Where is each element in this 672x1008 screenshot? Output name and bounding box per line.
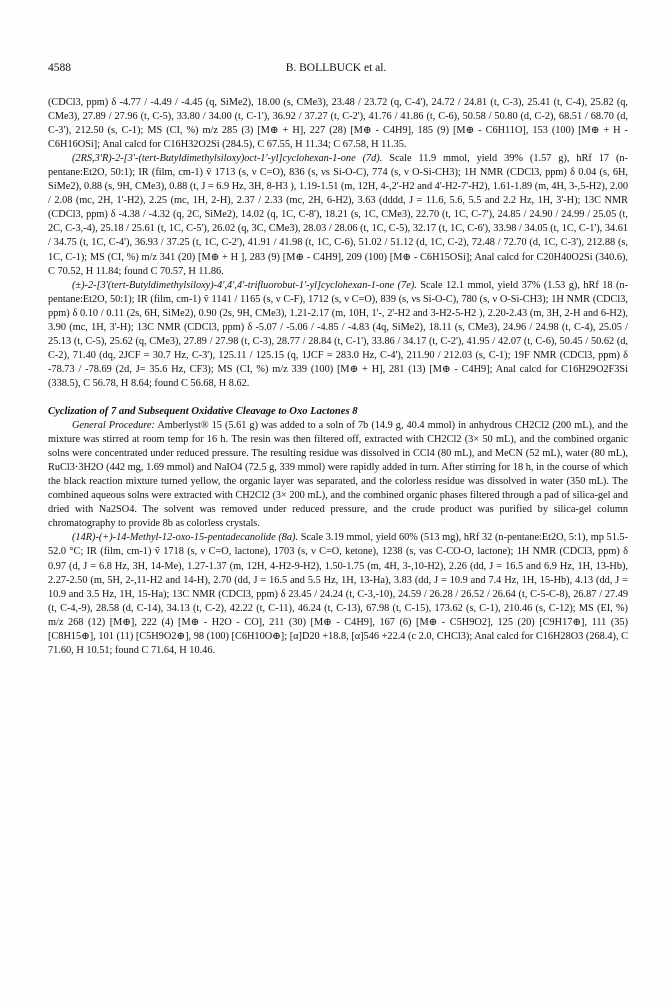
paragraph-general-procedure — [48, 419, 628, 531]
section-heading: Cyclization of 7 and Subsequent Oxidative Cleavage to Oxo Lactones 8 — [48, 405, 358, 417]
paragraph-text: Scale 11.9 mmol, yield 39% (1.57 g), hRf 17 (n-pentane:Et2O, 50:1); IR (film, cm-1) ṽ 1713 (s, ν C=O), 836 (s, νs Si-O-C), 774 (s, ν O-Si-CH3); 1H NMR (CDCl3, ppm) δ 0.04 (s, 6H, SiMe2), 0.88 (s, 9H, CMe3), 0.88 (t, J = 6.9 Hz, 3H, 8-H3 ), 1.19-1.51 (m, 12H, 4-,2'-H2 and 4'-H2-7'-H2), 1.61-1.89 (m, 4H, 3-,5-H2), 2.00 / 2.08 (mc, 2H, 1'-H2), 2.25 (mc, 1H, 2-H), 2.37 / 2.33 (mc, 2H, 6-H2), 3.63 (dddd, J = 11.6, 5.6, 5.5 and 2.2 Hz, 1H, 3'-H); 13C NMR (CDCl3, ppm) δ -4.38 / -4.32 (q, 2C, SiMe2), 14.02 (q, 1C, C-8'), 18.21 (s, 1C, CMe3), 22.70 (t, 1C, C-7'), 24.85 / 24.90 / 24.99 / 25.05 (t, 2C, C-3,-4), 25.18 / 25.61 (t, 1C, C-5'), 26.02 (q, 3C, CMe3), 28.03 / 28.06 (t, 1C, C-5), 32.17 (t, 1C, C-6'), 33.98 / 34.05 (t, 1C, C-1'), 34.61 / 34.75 (t, 1C, C-4'), 36.93 / 37.25 (t, 1C, C-2'), 41.91 / 41.98 (t, 1C, C-6), 51.02 / 51.12 (d, 1C, C-2), 72.48 / 72.70 (d, 1C, C-3'), 212.88 (s, 1C, C-1); MS (CI, %) m/z 341 (20) [M⊕ + H ], 283 (9) [M⊕ - C4H9], 209 (100) [M⊕ - C6H15OSi]; Anal calcd for C20H40O2Si (340.6), C 70.52, H 11.84; found C 70.57, H 11.86. — [48, 153, 628, 277]
paragraph-text: Scale 12.1 mmol, yield 37% (1.53 g), hRf 18 (n-pentane:Et2O, 50:1); IR (film, cm-1) ṽ 1141 / 1165 (s, ν C-F), 1712 (s, ν C=O), 839 (s, νs Si-O-C), 780 (s, ν O-Si-CH3); 1H NMR (CDCl3, ppm) δ 0.10 / 0.11 (2s, 6H, SiMe2), 0.90 (2s, 9H, CMe3), 1.21-2.17 (m, 10H, 1'-, 2'-H2 and 3-H2-5-H2 ), 2.20-2.43 (m, 3H, 2-H and 6-H2), 3.90 (mc, 1H, 3'-H); 13C NMR (CDCl3, ppm) δ -5.07 / -5.06 / -4.85 / -4.83 (4q, SiMe2), 18.11 (s, CMe3), 24.96 / 24.98 (t, C-4), 25.05 / 25.13 (t, C-5), 25.62 (q, CMe3), 27.89 / 27.98 (t, C-3), 28.77 / 28.84 (t, C-1'), 33.86 / 34.17 (t, C-2'), 41.95 / 42.07 (t, C-6), 50.45 / 50.62 (d, C-2), 71.40 (dq, 2JCF = 30.7 Hz, C-3'), 125.11 / 125.15 (q, 1JCF = 283.0 Hz, C-4'), 211.90 / 212.03 (s, C-1); 19F NMR (CDCl3, ppm) δ -78.73 / -78.69 (2d, J= 35.6 Hz, CF3); MS (CI, %) m/z 339 (100) [M⊕ + H], 281 (13) [M⊕ - C4H9]; Anal calcd for C16H29O2F3Si (338.5), C 56.78, H 8.64; found C 56.68, H 8.62. — [48, 279, 628, 389]
compound-name: (2RS,3'R)-2-[3'-(tert-Butyldimethylsiloxy)oct-1'-yl]cyclohexan-1-one (7d). — [72, 153, 383, 165]
article-body — [48, 96, 628, 992]
procedure-label: General Procedure: — [72, 420, 155, 432]
paragraph-compound-8a — [48, 531, 628, 657]
paragraph-text: Scale 3.19 mmol, yield 60% (513 mg), hRf 32 (n-pentane:Et2O, 5:1), mp 51.5-52.0 °C; IR (film, cm-1) ṽ 1718 (s, ν C=O, lactone), 1703 (s, ν C=O, ketone), 1238 (s, νas C-CO-O, lactone); 1H NMR (CDCl3, ppm) δ 0.97 (d, J = 6.8 Hz, 3H, 14-Me), 1.27-1.37 (m, 12H, 4-H2-9-H2), 1.50-1.75 (m, 4H, 3-,10-H2), 2.26 (dd, J = 16.5 and 6.9 Hz, 1H, 13-Hb), 2.27-2.50 (m, 5H, 2-,11-H2 and 14-H), 2.70 (dd, J = 16.5 and 5.5 Hz, 1H, 13-Ha), 3.83 (dd, J = 10.9 and 7.4 Hz, 1H, 15-Hb), 4.13 (dd, J = 10.9 and 3.5 Hz, 1H, 15-Ha); 13C NMR (CDCl3, ppm) δ 23.45 / 24.24 (t, C-3,-10), 24.59 / 26.28 / 26.52 / 26.64 (t, C-5-C-8), 26.87 / 27.49 (t, C-4,-9), 28.58 (d, C-14), 34.13 (t, C-2), 42.22 (t, C-11), 46.24 (t, C-13), 67.98 (t, C-15), 173.62 (s, C-1), 210.46 (s, C-12); MS (EI, %) m/z 268 (12) [M⊕], 222 (4) [M⊕ - H2O - CO], 211 (30) [M⊕ - C4H9], 167 (6) [M⊕ - C5H9O2], 125 (20) [C9H17⊕], 111 (35) [C8H15⊕], 101 (11) [C5H9O2⊕], 98 (100) [C6H10O⊕]; [α]D20 +18.8, [α]546 +22.4 (c 2.0, CHCl3); Anal calcd for C16H28O3 (268.4), C 71.60, H 10.51; found C 71.64, H 10.46. — [48, 532, 628, 656]
paragraph-compound-7e — [48, 279, 628, 391]
paragraph-compound-7d — [48, 152, 628, 278]
compound-name: (14R)-(+)-14-Methyl-12-oxo-15-pentadecanolide (8a). — [72, 532, 299, 544]
paragraph-text: Amberlyst® 15 (5.61 g) was added to a soln of 7b (14.9 g, 40.4 mmol) in anhydrous CH2Cl2 (200 mL), and the mixture was stirred at room temp for 16 h. The resin was then filtered off, extracted with CH2Cl2 (3× 50 mL), and the combined organic solns were concentrated under reduced pressure. The resulting residue was dissolved in CCl4 (80 mL), and MeCN (52 mL), water (80 mL), RuCl3·3H2O (442 mg, 1.69 mmol) and NaIO4 (72.5 g, 339 mmol) were rapidly added in turn. After stirring for 18 h, in the course of which the black reaction mixture turned yellow, the organic layer was separated, and the colorless residue was dissolved in water (350 mL). The combined aqueous solns were extracted with CH2Cl2 (3× 200 mL), and the combined organic phases filtered through a pad of silica-gel and dried with Na2SO4. The solvent was removed under reduced pressure, and the crude product was purified by silica-gel column chromatography to provide 8b as colorless crystals. — [48, 420, 628, 530]
paragraph-7c-spectral-data — [48, 96, 628, 152]
compound-name: (±)-2-[3'(tert-Butyldimethylsiloxy)-4',4',4'-trifluorobut-1'-yl]cyclohexan-1-one (7e). — [72, 279, 417, 291]
paragraph-text: (CDCl3, ppm) δ -4.77 / -4.49 / -4.45 (q, SiMe2), 18.00 (s, CMe3), 23.48 / 23.72 (q, C-4'), 24.72 / 24.81 (t, C-3), 25.41 (t, C-4), 25.82 (q, CMe3), 27.89 / 27.96 (t, C-5), 33.80 / 34.00 (t, C-1'), 36.92 / 37.27 (t, C-2'), 41.76 / 41.86 (t, C-6), 50.58 / 50.80 (d, C-2), 68.51 / 68.70 (d, C-3'), 212.50 (s, C-1); MS (CI, %) m/z 285 (3) [M⊕ + H], 227 (28) [M⊕ - C4H9], 185 (9) [M⊕ - C6H11O], 153 (100) [M⊕ + H - C6H16OSi]; Anal calcd for C16H32O2Si (284.5), C 67.55, H 11.34; C 67.58, H 11.35. — [48, 97, 628, 151]
page-number: 4588 — [48, 62, 71, 74]
running-author: B. BOLLBUCK et al. — [285, 62, 387, 74]
page-header — [48, 60, 624, 76]
